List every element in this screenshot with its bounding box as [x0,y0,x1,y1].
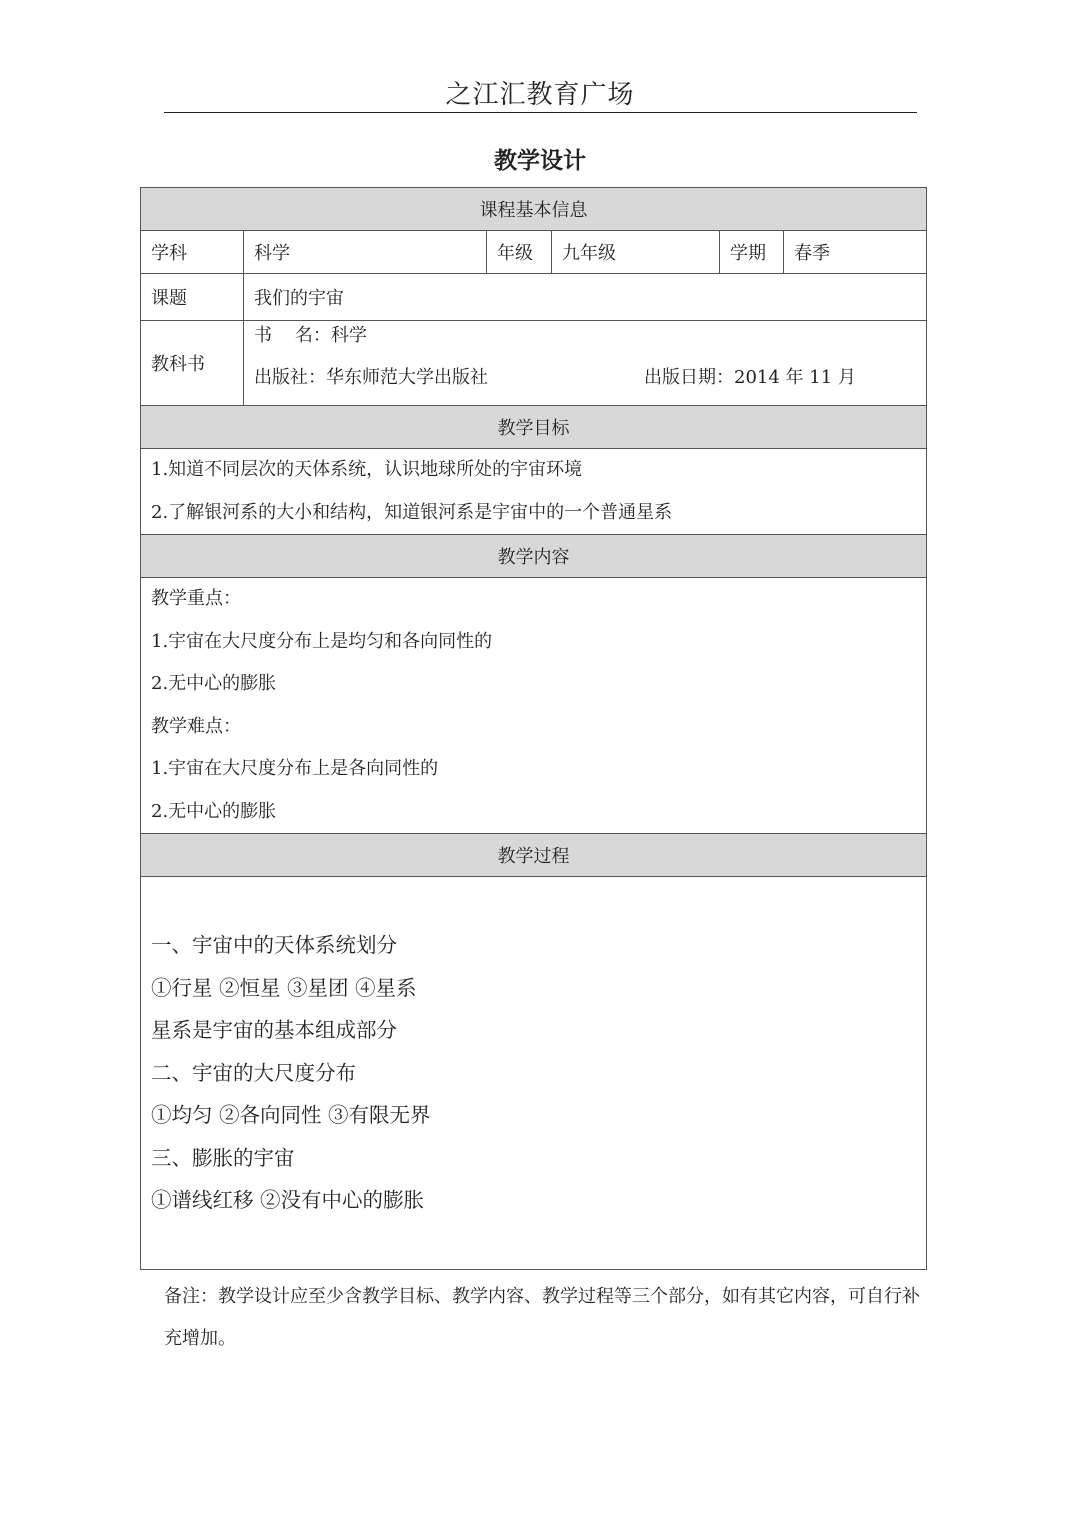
grade-label: 年级 [487,231,552,274]
subject-value: 科学 [244,231,487,274]
content-item: 2.无中心的膨胀 [151,673,277,694]
content-item: 1.宇宙在大尺度分布上是各向同性的 [151,758,439,779]
header-divider [164,112,917,113]
textbook-publish-date: 出版日期：2014 年 11 月 [644,367,856,388]
content-item: 2.无中心的膨胀 [151,800,277,822]
section-header-content: 教学内容 [141,535,927,578]
process-item: 星系是宇宙的基本组成部分 [151,1018,397,1043]
footer-note: 备注：教学设计应至少含教学目标、教学内容、教学过程等三个部分，如有其它内容，可自行补充增加。 [164,1286,920,1349]
section-header-basic-info: 课程基本信息 [141,188,927,231]
term-label: 学期 [720,231,784,274]
process-item: ①均匀 ②各向同性 ③有限无界 [151,1103,431,1128]
textbook-label: 教科书 [141,321,244,406]
content-heading-key-points: 教学重点： [151,588,241,609]
process-cell [141,877,927,1270]
content-cell [141,578,927,834]
process-heading: 二、宇宙的大尺度分布 [151,1060,356,1085]
textbook-publisher: 出版社：华东师范大学出版社 [254,367,488,388]
grade-value: 九年级 [552,231,720,274]
topic-value: 我们的宇宙 [244,274,927,321]
process-item: ①谱线红移 ②没有中心的膨胀 [151,1188,425,1213]
page-title: 教学设计 [494,147,586,174]
content-item: 1.宇宙在大尺度分布上是均匀和各向同性的 [151,630,493,652]
section-header-objectives: 教学目标 [141,406,927,449]
header-brand: 之江汇教育广场 [445,80,635,110]
process-heading: 三、膨胀的宇宙 [151,1145,295,1170]
topic-label: 课题 [141,274,244,321]
textbook-details [244,321,927,406]
textbook-name: 书 名：科学 [254,325,367,346]
subject-label: 学科 [141,231,244,274]
process-heading: 一、宇宙中的天体系统划分 [151,933,397,958]
content-heading-difficulties: 教学难点： [151,715,241,737]
objectives-cell [141,449,927,535]
objective-item: 2.了解银河系的大小和结构，知道银河系是宇宙中的一个普通星系 [151,501,673,523]
objective-item: 1.知道不同层次的天体系统，认识地球所处的宇宙环境 [151,459,583,480]
process-item: ①行星 ②恒星 ③星团 ④星系 [151,975,417,1000]
textbook-publisher-row [254,363,916,405]
section-header-process: 教学过程 [141,834,927,877]
term-value: 春季 [784,231,927,274]
teaching-design-table [140,187,927,1270]
